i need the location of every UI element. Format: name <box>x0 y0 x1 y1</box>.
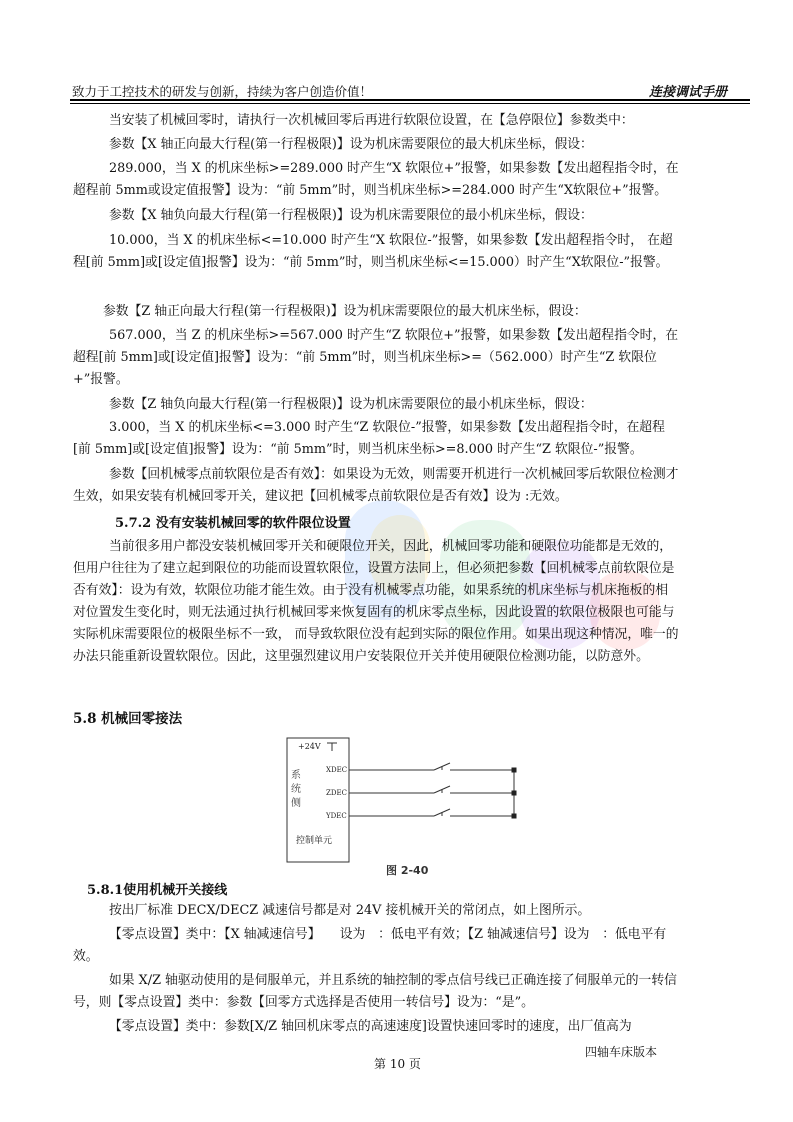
paragraph: 【零点设置】类中：【X 轴减速信号】 设为 ：低电平有效；【Z 轴减速信号】设为 ：低电平有效。 <box>73 927 667 964</box>
header-rule <box>70 99 750 101</box>
label-system-2: 统 <box>291 784 301 795</box>
paragraph: 567.000，当 Z 的机床坐标>=567.000 时产生“Z 软限位+”报警，如果参数【发出超程指令时，在超程[前 5mm]或[设定值]报警】设为：“前 5mm”时，则当机床坐标>=（562.000）时产生“Z 软限位+”报警。 <box>73 328 679 387</box>
paragraph: 按出厂标准 DECX/DECZ 减速信号都是对 24V 接机械开关的常闭点，如上图所示。 <box>109 903 591 918</box>
paragraph: 10.000，当 X 的机床坐标<=10.000 时产生“X 软限位-”报警，如果参数【发出超程指令时， 在超程[前 5mm]或[设定值]报警】设为：“前 5mm”时，则当机床坐标<=15.000）时产生“X软限位-”报警。 <box>73 233 673 270</box>
wiring-diagram <box>286 737 526 870</box>
section-heading-5-8-1: 5.8.1使用机械开关接线 <box>87 883 228 898</box>
label-xdec: XDEC <box>326 766 348 774</box>
paragraph: 参数【X 轴负向最大行程(第一行程极限)】设为机床需要限位的最小机床坐标，假设： <box>109 208 593 223</box>
paragraph: 【零点设置】类中：参数[X/Z 轴回机床零点的高速速度]设置快速回零时的速度，出厂值高为 <box>109 1019 632 1034</box>
section-heading-5-7-2: 5.7.2 没有安装机械回零的软件限位设置 <box>115 516 351 531</box>
label-system-3: 侧 <box>291 798 301 809</box>
label-system-1: 系 <box>291 770 301 781</box>
paragraph: 289.000，当 X 的机床坐标>=289.000 时产生“X 软限位+”报警，如果参数【发出超程指令时，在超程前 5mm或设定值报警】设为：“前 5mm”时，则当机床坐标>=284.000 时产生“X软限位+”报警。 <box>73 161 679 198</box>
label-ydec: YDEC <box>326 812 347 820</box>
section-heading-5-8: 5.8 机械回零接法 <box>73 711 183 727</box>
label-zdec: ZDEC <box>326 789 347 797</box>
figure-caption: 图 2-40 <box>386 864 429 877</box>
paragraph: 当安装了机械回零时，请执行一次机械回零后再进行软限位设置，在【急停限位】参数类中： <box>109 113 634 128</box>
page-number: 第 10 页 <box>374 1057 421 1071</box>
paragraph: 参数【Z 轴负向最大行程(第一行程极限)】设为机床需要限位的最小机床坐标，假设： <box>109 397 593 412</box>
header-rule-thin <box>70 103 750 104</box>
manual-title: 连接调试手册 <box>648 85 727 100</box>
paragraph: 当前很多用户都没安装机械回零开关和硬限位开关，因此，机械回零功能和硬限位功能都是无效的，但用户往往为了建立起到限位的功能而设置软限位，设置方法同上，但必须把参数【回机械零点前软限位是否有效】：设为有效，软限位功能才能生效。由于没有机械零点功能，如果系统的机床坐标与机床拖板的相对位置发生变化时，则无法通过执行机械回零来恢复固有的机床零点坐标，因此设置的软限位极限也可能与实际机床需要限位的极限坐标不一致， 而导致软限位没有起到实际的限位作用。如果出现这种情况，唯一的办法只能重新设置软限位。因此，这里强烈建议用户安装限位开关并使用硬限位检测功能，以防意外。 <box>73 539 679 664</box>
paragraph: 参数【回机械零点前软限位是否有效】：如果设为无效，则需要开机进行一次机械回零后软限位检测才生效，如果安装有机械回零开关，建议把【回机械零点前软限位是否有效】设为 :无效。 <box>73 467 679 504</box>
label-control-unit: 控制单元 <box>296 836 333 846</box>
label-24v: +24V <box>298 742 321 751</box>
footer-edition: 四轴车床版本 <box>585 1045 658 1059</box>
paragraph: 参数【X 轴正向最大行程(第一行程极限)】设为机床需要限位的最大机床坐标，假设： <box>109 137 593 152</box>
paragraph: 如果 X/Z 轴驱动使用的是伺服单元，并且系统的轴控制的零点信号线已正确连接了伺服单元的一转信号，则【零点设置】类中：参数【回零方式选择是否使用一转信号】设为：“是”。 <box>73 973 677 1010</box>
header-slogan: 致力于工控技术的研发与创新，持续为客户创造价值！ <box>72 84 373 99</box>
paragraph: 参数【Z 轴正向最大行程(第一行程极限)】设为机床需要限位的最大机床坐标，假设： <box>103 304 587 319</box>
paragraph: 3.000，当 X 的机床坐标<=3.000 时产生“Z 软限位-”报警，如果参数【发出超程指令时，在超程[前 5mm]或[设定值]报警】设为：“前 5mm”时，则当机床坐标>=8.000 时产生“Z 软限位-”报警。 <box>73 420 665 457</box>
